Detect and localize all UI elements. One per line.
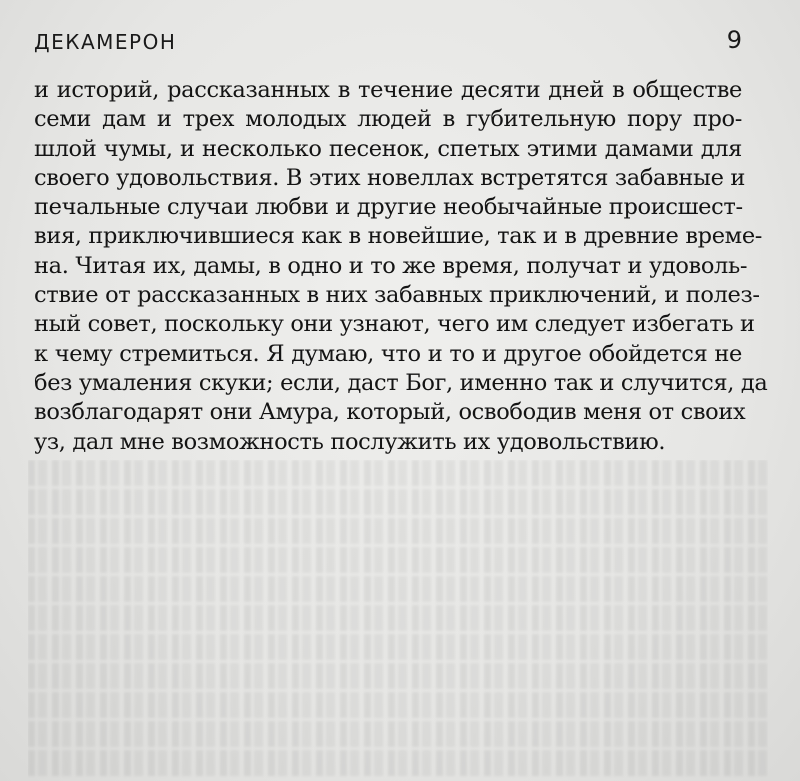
- ghost-line: [28, 721, 768, 747]
- ghost-line: [28, 460, 768, 486]
- text-line: печальные случаи любви и другие необычайные происшест-: [34, 194, 743, 221]
- text-line: к чему стремиться. Я думаю, что и то и другое обойдется не: [34, 340, 742, 367]
- body-text: [34, 76, 768, 457]
- running-title: ДЕКАМЕРОН: [34, 30, 177, 54]
- ghost-line: [28, 576, 768, 602]
- ghost-line: [28, 605, 768, 631]
- text-line: возблагодарят они Амура, который, освободив меня от своих: [34, 399, 746, 426]
- text-line: без умаления скуки; если, даст Бог, именно так и случится, да: [34, 369, 768, 396]
- ghost-line: [28, 692, 768, 718]
- text-line: уз, дал мне возможность послужить их удовольствию.: [34, 428, 666, 455]
- text-line: ствие от рассказанных в них забавных приключений, и полез-: [34, 282, 760, 309]
- ghost-line: [28, 489, 768, 515]
- ghost-line: [28, 750, 768, 776]
- text-line: вия, приключившиеся как в новейшие, так и в древние време-: [34, 223, 763, 250]
- text-line: семи дам и трех молодых людей в губительную пору про-: [34, 106, 742, 133]
- page-number: 9: [726, 26, 742, 54]
- text-line: на. Читая их, дамы, в одно и то же время, получат и удоволь-: [34, 252, 748, 279]
- text-line: и историй, рассказанных в течение десяти дней в обществе: [34, 77, 742, 103]
- ghost-line: [28, 634, 768, 660]
- ghost-line: [28, 663, 768, 689]
- ghost-line: [28, 518, 768, 544]
- text-line: ный совет, поскольку они узнают, чего им следует избегать и: [34, 311, 755, 338]
- text-line: своего удовольствия. В этих новеллах встретятся забавные и: [34, 164, 746, 191]
- ghost-line: [28, 547, 768, 573]
- show-through-text: [28, 460, 768, 781]
- page-header: [34, 26, 742, 62]
- text-line: шлой чумы, и несколько песенок, спетых этими дамами для: [34, 135, 742, 162]
